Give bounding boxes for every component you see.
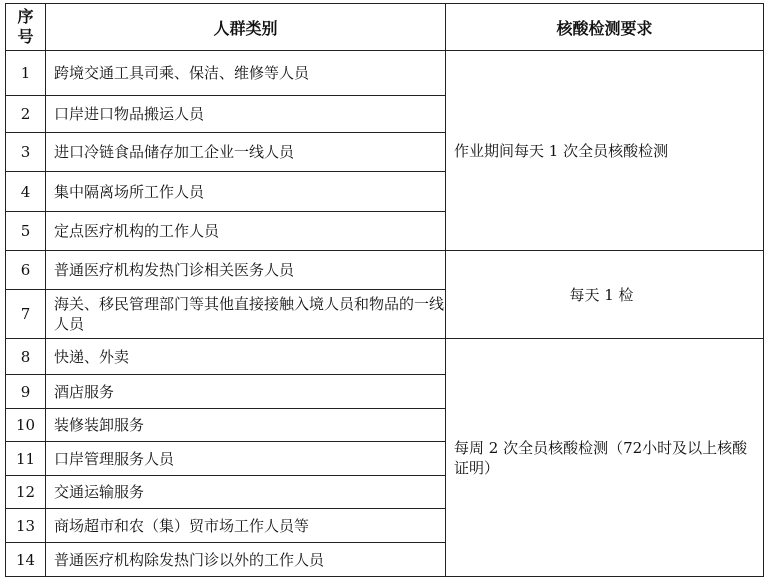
row-category: 海关、移民管理部门等其他直接接触入境人员和物品的一线人员 bbox=[46, 290, 446, 339]
row-category: 进口冷链食品储存加工企业一线人员 bbox=[46, 133, 446, 172]
table-row bbox=[6, 251, 764, 290]
row-category: 跨境交通工具司乘、保洁、维修等人员 bbox=[46, 51, 446, 96]
row-category: 酒店服务 bbox=[46, 375, 446, 409]
row-category: 装修装卸服务 bbox=[46, 409, 446, 442]
row-number: 2 bbox=[6, 96, 46, 133]
requirement-text: 作业期间每天 1 次全员核酸检测 bbox=[454, 141, 669, 160]
row-number: 13 bbox=[6, 509, 46, 543]
row-category: 商场超市和农（集）贸市场工作人员等 bbox=[46, 509, 446, 543]
row-number: 9 bbox=[6, 375, 46, 409]
requirement-group-2 bbox=[446, 251, 764, 339]
header-row bbox=[6, 4, 764, 51]
header-seq bbox=[6, 4, 46, 51]
row-number: 1 bbox=[6, 51, 46, 96]
row-number: 12 bbox=[6, 476, 46, 509]
row-number: 3 bbox=[6, 133, 46, 172]
header-seq-line2: 号 bbox=[17, 27, 34, 46]
row-category: 集中隔离场所工作人员 bbox=[46, 172, 446, 212]
row-category: 口岸管理服务人员 bbox=[46, 442, 446, 476]
requirement-text: 每天 1 检 bbox=[569, 285, 634, 304]
row-category: 交通运输服务 bbox=[46, 476, 446, 509]
table-row bbox=[6, 51, 764, 96]
row-category: 定点医疗机构的工作人员 bbox=[46, 212, 446, 251]
row-category: 快递、外卖 bbox=[46, 339, 446, 375]
row-number: 10 bbox=[6, 409, 46, 442]
row-number: 5 bbox=[6, 212, 46, 251]
row-category: 普通医疗机构发热门诊相关医务人员 bbox=[46, 251, 446, 290]
table-row bbox=[6, 339, 764, 375]
header-requirement: 核酸检测要求 bbox=[446, 4, 764, 51]
requirement-group-3 bbox=[446, 339, 764, 577]
testing-requirements-table bbox=[5, 3, 764, 577]
header-seq-line1: 序 bbox=[17, 7, 34, 26]
row-number: 11 bbox=[6, 442, 46, 476]
row-number: 8 bbox=[6, 339, 46, 375]
row-number: 4 bbox=[6, 172, 46, 212]
row-category: 口岸进口物品搬运人员 bbox=[46, 96, 446, 133]
row-number: 6 bbox=[6, 251, 46, 290]
row-number: 14 bbox=[6, 543, 46, 577]
row-number: 7 bbox=[6, 290, 46, 339]
row-category: 普通医疗机构除发热门诊以外的工作人员 bbox=[46, 543, 446, 577]
header-category: 人群类别 bbox=[46, 4, 446, 51]
requirement-text: 每周 2 次全员核酸检测（72小时及以上核酸证明） bbox=[454, 438, 748, 477]
requirement-group-1 bbox=[446, 51, 764, 251]
